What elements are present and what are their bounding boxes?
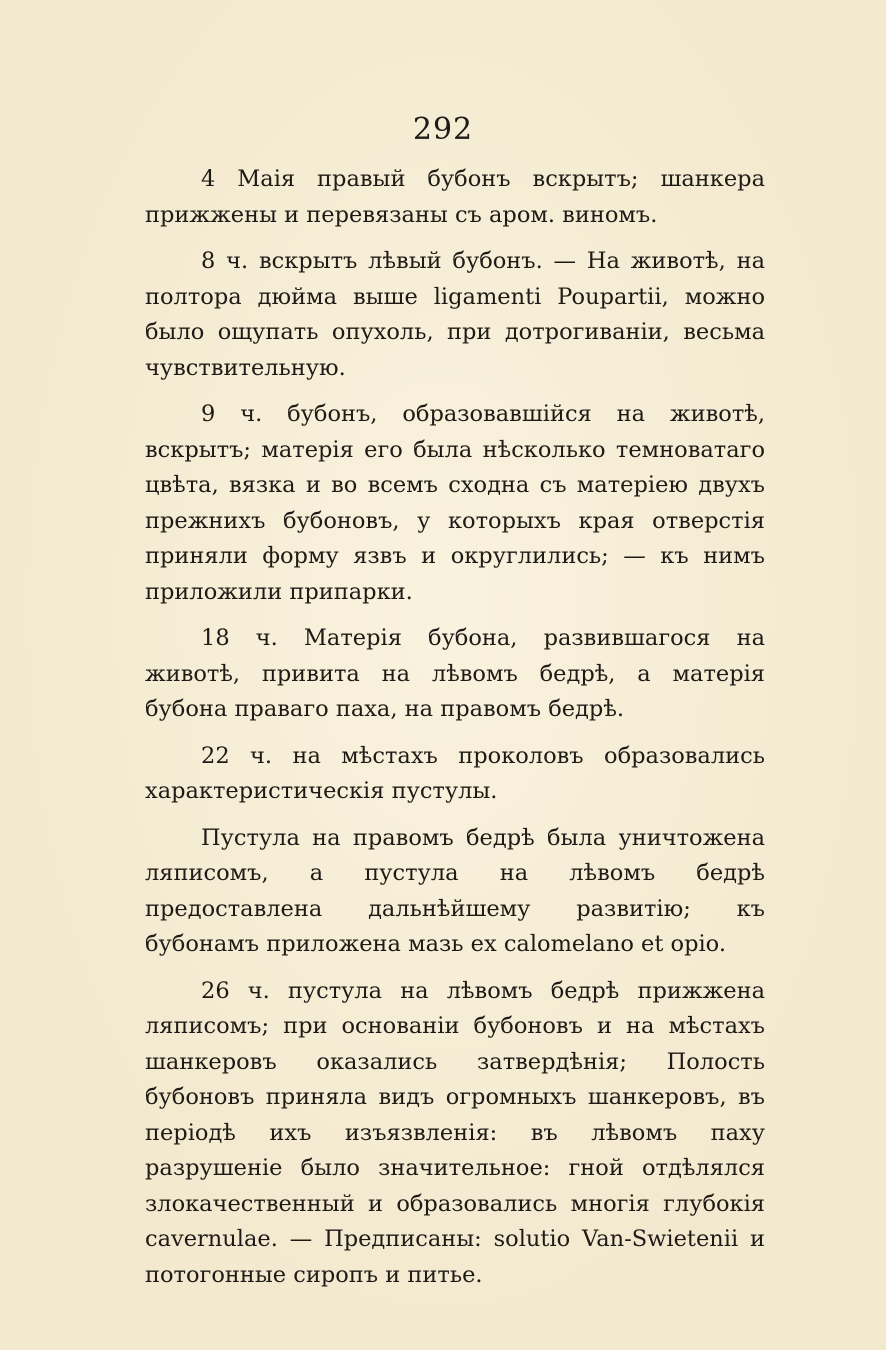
paragraph: 22 ч. на мѣстахъ проколовъ образовались характеристическія пустулы. <box>145 742 765 804</box>
paragraph: 9 ч. бубонъ, образовавшійся на животѣ, вскрытъ; матерія его была нѣсколько темноватаго цвѣта, вязка и во всемъ сходна съ матеріею двухъ прежнихъ бубоновъ, у которыхъ края отверстія приняли форму язвъ и округлились; — къ нимъ приложили припарки. <box>145 401 765 605</box>
paragraph: 4 Маія правый бубонъ вскрытъ; шанкера прижжены и перевязаны съ аром. виномъ. <box>145 166 765 228</box>
paragraph: Пустула на правомъ бедрѣ была уничтожена ляписомъ, а пустула на лѣвомъ бедрѣ предоставлена дальнѣйшему развитію; къ бубонамъ приложена мазь ex calomelano et opio. <box>145 824 765 957</box>
page-body <box>145 162 765 1293</box>
paragraph: 26 ч. пустула на лѣвомъ бедрѣ прижжена ляписомъ; при основаніи бубоновъ и на мѣстахъ шанкеровъ оказались затвердѣнія; Полость бубоновъ приняла видъ огромныхъ шанкеровъ, въ періодѣ ихъ изъязвленія: въ лѣвомъ паху разрушеніе было значительное: гной отдѣлялся злокачественный и образовались многія глубокія cavernulae. — Предписаны: solutio Van-Swietenii и потогонные сиропъ и питье. <box>145 977 765 1288</box>
page-number: 292 <box>412 112 474 147</box>
paragraph: 8 ч. вскрытъ лѣвый бубонъ. — На животѣ, на полтора дюйма выше ligamenti Poupartii, можно было ощупать опухоль, при дотрогиваніи, весьма чувствительную. <box>145 248 765 381</box>
paragraph: 18 ч. Матерія бубона, развившагося на животѣ, привита на лѣвомъ бедрѣ, а матерія бубона праваго паха, на правомъ бедрѣ. <box>145 625 765 722</box>
